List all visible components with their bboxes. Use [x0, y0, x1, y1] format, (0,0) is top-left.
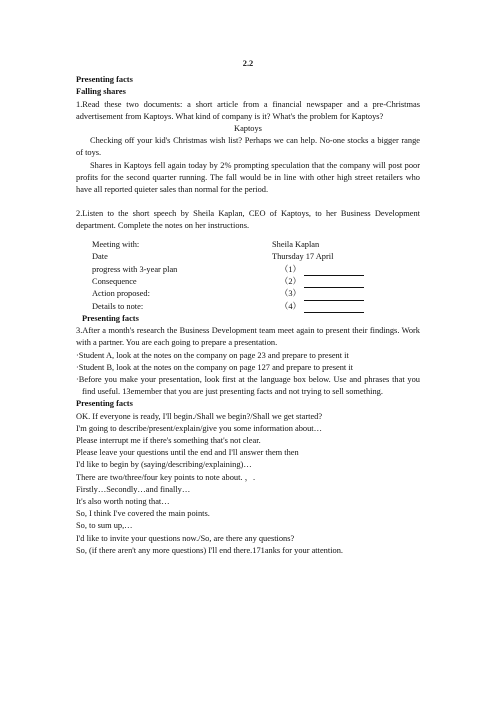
ad-title: Kaptoys	[234, 124, 262, 134]
note-label: progress with 3-year plan	[92, 264, 178, 274]
phrase-line: There are two/three/four key points to note about. ，.	[76, 472, 256, 482]
note-label: Details to note:	[92, 301, 144, 311]
note-row	[92, 239, 420, 251]
notes-table	[92, 239, 420, 313]
answer-blank[interactable]	[304, 303, 364, 313]
phrase-line: It's also worth noting that…	[76, 497, 170, 507]
note-row	[92, 263, 420, 275]
phrase-line: I'm going to describe/present/explain/give you some information about…	[76, 423, 322, 433]
phrase-line: Please leave your questions until the end and I'll answer them then	[76, 448, 299, 458]
phrase-line: I'd like to invite your questions now./So, are there any questions?	[76, 533, 295, 543]
note-row	[92, 276, 420, 288]
heading-presenting-facts-3: Presenting facts	[76, 399, 133, 409]
question-3: 3.After a month's research the Business Development team meet again to present their findings. Work with a partner. You are each going to prepare a presentation.	[76, 326, 420, 348]
heading-falling-shares: Falling shares	[76, 87, 126, 97]
phrase-line: OK. If everyone is ready, I'll begin./Shall we begin?/Shall we get started?	[76, 411, 323, 421]
heading-presenting-facts-2: Presenting facts	[82, 313, 139, 323]
document-page	[76, 58, 420, 557]
phrase-line: So, I think I've covered the main points.	[76, 509, 210, 519]
note-row	[92, 251, 420, 263]
question-1: 1.Read these two documents: a short article from a financial newspaper and a pre-Christmas advertisement from Kaptoys. What kind of company is it? What's the problem for Kaptoys?	[76, 99, 420, 121]
phrase-line: So, to sum up,…	[76, 521, 133, 531]
note-value: Thursday 17 April	[272, 252, 334, 262]
answer-blank[interactable]	[304, 291, 364, 301]
ad-text: Checking off your kid's Christmas wish list? Perhaps we can help. No-one stocks a bigger range of toys.	[76, 136, 420, 158]
heading-presenting-facts: Presenting facts	[76, 75, 133, 85]
instruction-bullet: ·Student A, look at the notes on the company on page 23 and prepare to present it	[76, 350, 349, 360]
note-label: Date	[92, 252, 108, 262]
instruction-bullet: ·Before you make your presentation, look first at the language box below. Use and phrases that you find useful. 13emember that you are just presenting facts and not trying to sell something.	[76, 375, 420, 397]
note-label: Meeting with:	[92, 239, 140, 249]
note-number: （2）	[280, 277, 301, 286]
note-row	[92, 301, 420, 313]
note-value: Sheila Kaplan	[272, 239, 320, 249]
note-number: （4）	[280, 301, 301, 311]
instruction-bullet: ·Student B, look at the notes on the company on page 127 and prepare to present it	[76, 362, 354, 372]
note-row	[92, 288, 420, 300]
article-text: Shares in Kaptoys fell again today by 2% prompting speculation that the company will post poor profits for the second quarter running. The fall would be in line with other high street retailers who have all reported quieter sales than normal for the period.	[76, 160, 420, 195]
note-number: （1）	[280, 264, 301, 274]
question-2: 2.Listen to the short speech by Sheila Kaplan, CEO of Kaptoys, to her Business Development department. Complete the notes on her instructions.	[76, 209, 420, 231]
phrase-line: Firstly…Secondly…and finally…	[76, 484, 191, 494]
note-label: Action proposed:	[92, 289, 150, 299]
answer-blank[interactable]	[304, 278, 364, 288]
section-number: 2.2	[242, 59, 254, 68]
answer-blank[interactable]	[304, 266, 364, 276]
note-label: Consequence	[92, 277, 137, 286]
phrase-list	[76, 411, 420, 557]
phrase-line: I'd like to begin by (saying/describing/explaining)…	[76, 460, 252, 470]
phrase-line: Please interrupt me if there's something that's not clear.	[76, 436, 261, 446]
phrase-line: So, (if there aren't any more questions) I'll end there.171anks for your attention.	[76, 545, 343, 555]
note-number: （3）	[280, 289, 301, 299]
